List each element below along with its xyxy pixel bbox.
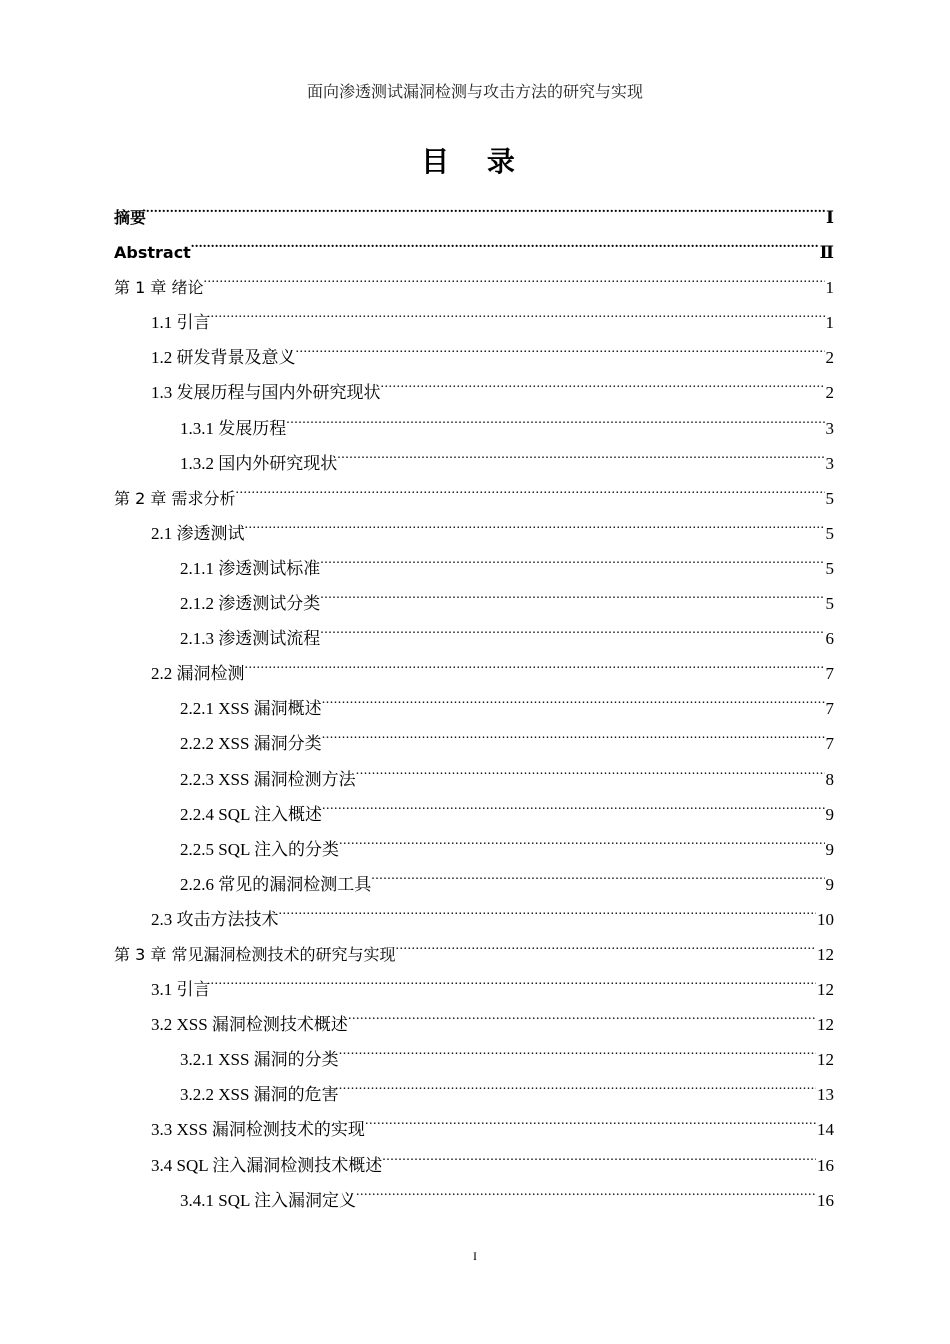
- dot-leader: [146, 203, 825, 223]
- toc-entry-page: 7: [825, 734, 834, 754]
- toc-entry[interactable]: [114, 694, 834, 729]
- toc-entry-title: 1.1 引言: [151, 313, 211, 333]
- toc-entry-title: 3.4 SQL 注入漏洞检测技术概述: [151, 1155, 383, 1175]
- toc-entry-title: 3.3 XSS 漏洞检测技术的实现: [151, 1120, 365, 1140]
- toc-entry-title: 1.3.2 国内外研究现状: [180, 453, 338, 473]
- toc-entry[interactable]: [114, 905, 834, 940]
- toc-entry[interactable]: [114, 800, 834, 835]
- dot-leader: [245, 519, 825, 539]
- toc-entry-page: 2: [825, 383, 834, 403]
- dot-leader: [382, 1151, 816, 1171]
- toc-entry[interactable]: [114, 1045, 834, 1080]
- toc-entry[interactable]: [114, 1080, 834, 1115]
- dot-leader: [322, 694, 825, 714]
- toc-entry-page: 14: [817, 1120, 834, 1140]
- toc-entry-title: 3.1 引言: [151, 980, 211, 1000]
- toc-entry[interactable]: [114, 484, 834, 519]
- toc-entry-page: 9: [825, 839, 834, 859]
- dot-leader: [203, 273, 824, 293]
- toc-entry-page: 12: [817, 980, 834, 1000]
- toc-entry[interactable]: [114, 624, 834, 659]
- toc-entry-page: 12: [817, 944, 834, 964]
- toc-entry[interactable]: [114, 589, 834, 624]
- toc-entry-title: 2.1.2 渗透测试分类: [180, 594, 321, 614]
- toc-entry-title: 2.2.2 XSS 漏洞分类: [180, 734, 322, 754]
- dot-leader: [235, 484, 824, 504]
- running-header: 面向渗透测试漏洞检测与攻击方法的研究与实现: [306, 84, 643, 101]
- toc-entry-title: 3.2.2 XSS 漏洞的危害: [180, 1085, 339, 1105]
- dot-leader: [211, 975, 817, 995]
- page-number: I: [473, 1249, 477, 1263]
- dot-leader: [320, 554, 824, 574]
- toc-entry[interactable]: [114, 378, 834, 413]
- toc-entry-page: 12: [817, 1015, 834, 1035]
- dot-leader: [356, 765, 825, 785]
- toc-entry[interactable]: [114, 1010, 834, 1045]
- dot-leader: [395, 940, 816, 960]
- toc-entry-page: 5: [825, 523, 834, 543]
- dot-leader: [381, 378, 825, 398]
- toc-entry-title: 1.2 研发背景及意义: [151, 348, 296, 368]
- dot-leader: [337, 449, 824, 469]
- toc-entry-page: 3: [825, 418, 834, 438]
- toc-entry-title: 2.2.3 XSS 漏洞检测方法: [180, 769, 356, 789]
- toc-entry-title: 第 3 章 常见漏洞检测技术的研究与实现: [114, 944, 396, 964]
- dot-leader: [191, 238, 819, 258]
- page-title: 目 录: [421, 145, 529, 178]
- toc-entry-page: 16: [817, 1190, 834, 1210]
- toc-entry-page: 3: [825, 453, 834, 473]
- toc-entry[interactable]: [114, 273, 834, 308]
- toc-entry-title: 2.1.3 渗透测试流程: [180, 629, 321, 649]
- toc-entry-title: 2.2.6 常见的漏洞检测工具: [180, 874, 372, 894]
- toc-entry[interactable]: [114, 659, 834, 694]
- toc-entry-page: 6: [825, 629, 834, 649]
- toc-entry-page: Ⅱ: [819, 243, 834, 263]
- toc-entry-title: Abstract: [114, 243, 191, 263]
- toc-entry-title: 第 2 章 需求分析: [114, 488, 236, 508]
- dot-leader: [348, 1010, 816, 1030]
- toc-entry-title: 1.3 发展历程与国内外研究现状: [151, 383, 381, 403]
- dot-leader: [320, 624, 824, 644]
- toc-entry-page: 8: [825, 769, 834, 789]
- toc-entry-page: 9: [825, 804, 834, 824]
- toc-entry-page: 12: [817, 1050, 834, 1070]
- toc-entry-page: 1: [825, 278, 834, 298]
- dot-leader: [245, 659, 825, 679]
- dot-leader: [322, 800, 825, 820]
- dot-leader: [322, 729, 825, 749]
- table-of-contents: [114, 203, 834, 1221]
- toc-entry[interactable]: [114, 238, 834, 273]
- toc-entry-title: 1.3.1 发展历程: [180, 418, 287, 438]
- dot-leader: [356, 1186, 816, 1206]
- toc-entry-page: 2: [825, 348, 834, 368]
- toc-entry[interactable]: [114, 940, 834, 975]
- toc-entry-title: 2.2.4 SQL 注入概述: [180, 804, 322, 824]
- toc-entry-title: 2.3 攻击方法技术: [151, 909, 279, 929]
- toc-entry[interactable]: [114, 1115, 834, 1150]
- toc-entry-page: 5: [825, 558, 834, 578]
- toc-entry[interactable]: [114, 343, 834, 378]
- toc-entry-title: 3.2 XSS 漏洞检测技术概述: [151, 1015, 348, 1035]
- dot-leader: [339, 835, 825, 855]
- dot-leader: [371, 870, 824, 890]
- dot-leader: [286, 414, 824, 434]
- toc-entry[interactable]: [114, 308, 834, 343]
- toc-entry-page: 16: [817, 1155, 834, 1175]
- dot-leader: [339, 1080, 816, 1100]
- toc-entry-title: 2.1 渗透测试: [151, 523, 245, 543]
- toc-entry[interactable]: [114, 414, 834, 449]
- toc-entry-title: 2.2.5 SQL 注入的分类: [180, 839, 339, 859]
- toc-entry[interactable]: [114, 1186, 834, 1221]
- toc-entry[interactable]: [114, 729, 834, 764]
- dot-leader: [339, 1045, 816, 1065]
- toc-entry[interactable]: [114, 519, 834, 554]
- toc-entry-page: 13: [817, 1085, 834, 1105]
- toc-entry-page: 5: [825, 488, 834, 508]
- toc-entry-title: 2.2.1 XSS 漏洞概述: [180, 699, 322, 719]
- dot-leader: [320, 589, 824, 609]
- toc-entry-title: 2.2 漏洞检测: [151, 664, 245, 684]
- toc-entry[interactable]: [114, 835, 834, 870]
- dot-leader: [211, 308, 825, 328]
- dot-leader: [365, 1115, 816, 1135]
- toc-entry[interactable]: [114, 554, 834, 589]
- toc-entry[interactable]: [114, 449, 834, 484]
- toc-entry[interactable]: [114, 203, 834, 238]
- dot-leader: [279, 905, 817, 925]
- toc-entry-page: 1: [825, 313, 834, 333]
- toc-entry-title: 摘要: [114, 208, 147, 227]
- toc-entry[interactable]: [114, 1151, 834, 1186]
- toc-entry[interactable]: [114, 870, 834, 905]
- toc-entry[interactable]: [114, 765, 834, 800]
- toc-entry[interactable]: [114, 975, 834, 1010]
- toc-entry-title: 第 1 章 绪论: [114, 278, 204, 298]
- toc-entry-page: Ⅰ: [826, 208, 834, 227]
- toc-entry-page: 7: [825, 664, 834, 684]
- toc-entry-title: 3.2.1 XSS 漏洞的分类: [180, 1050, 339, 1070]
- toc-entry-page: 5: [825, 594, 834, 614]
- dot-leader: [296, 343, 825, 363]
- toc-entry-title: 2.1.1 渗透测试标准: [180, 558, 321, 578]
- toc-entry-page: 9: [825, 874, 834, 894]
- toc-entry-page: 7: [825, 699, 834, 719]
- toc-entry-title: 3.4.1 SQL 注入漏洞定义: [180, 1190, 356, 1210]
- toc-entry-page: 10: [817, 909, 834, 929]
